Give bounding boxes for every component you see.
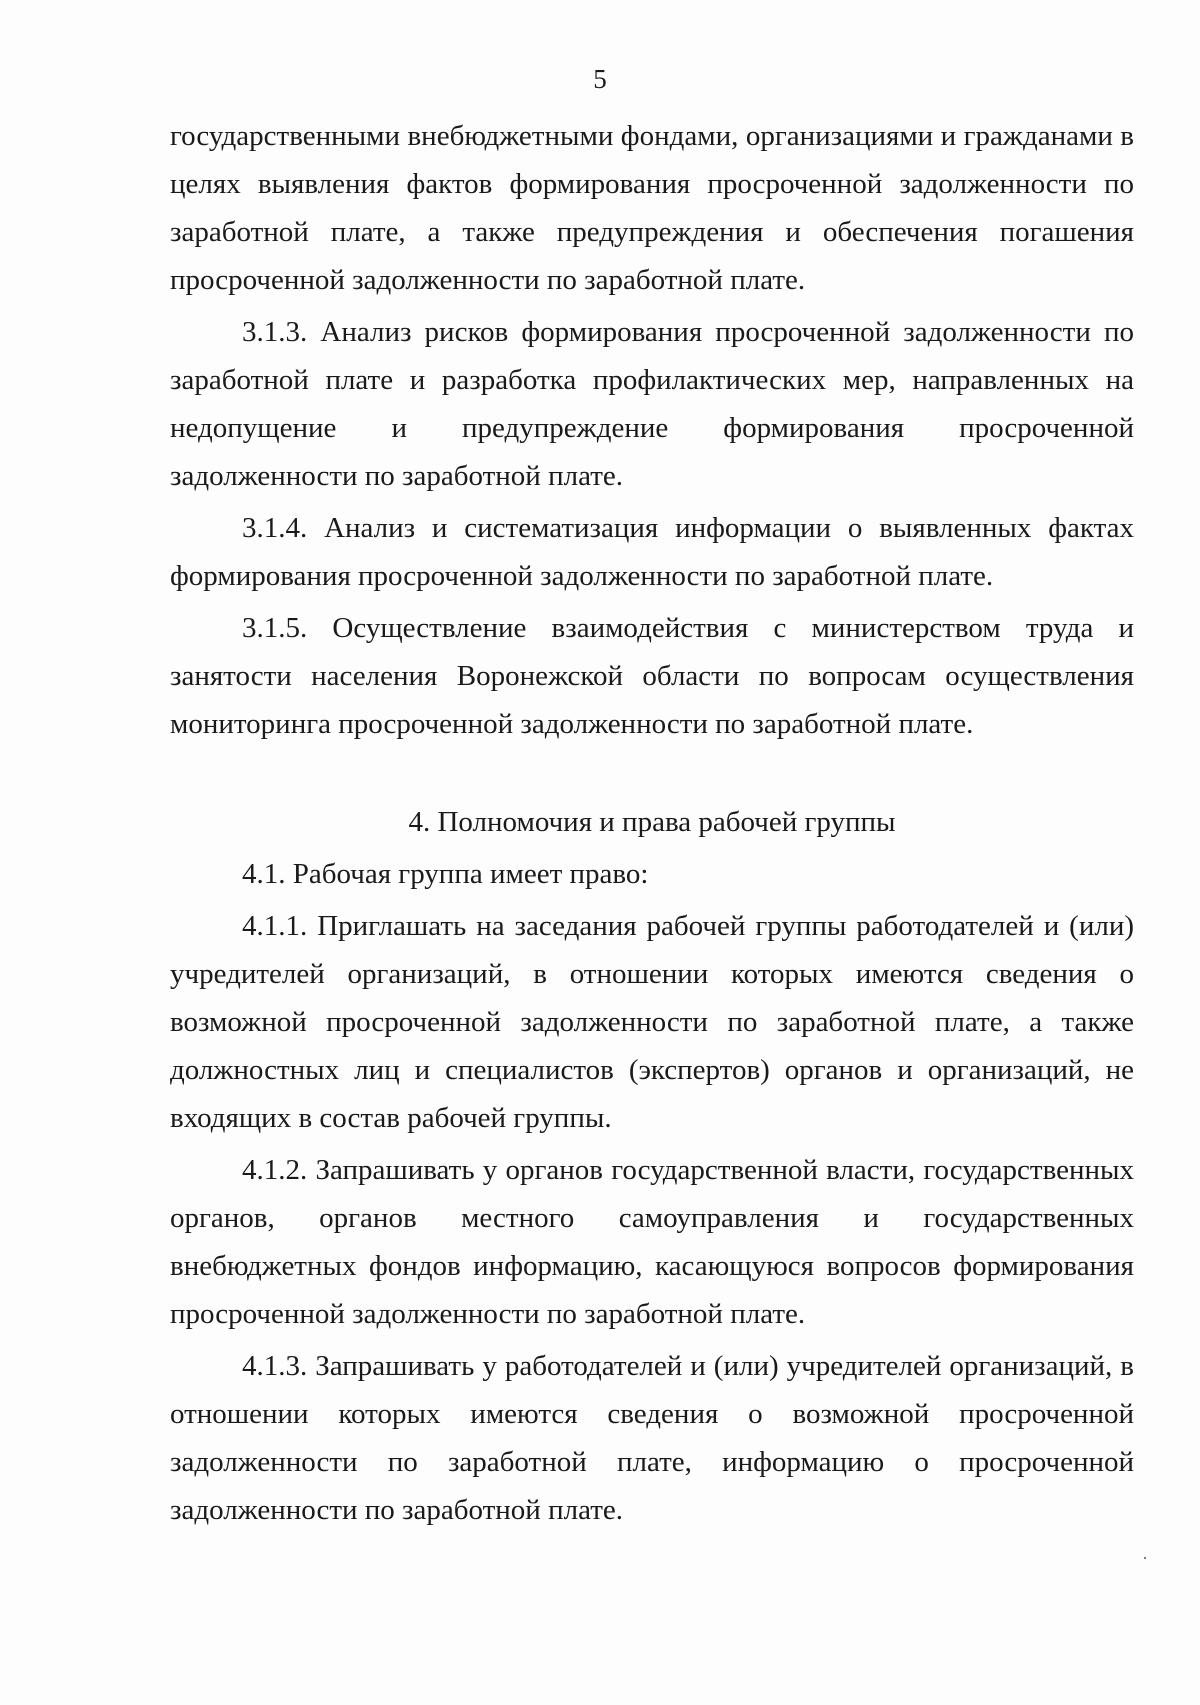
paragraph-3-1-3: 3.1.3. Анализ рисков формирования просроченной задолженности по заработной плате и разработка профилактических мер, направленных на недопущение и предупреждение формирования просроченной задолженности по заработной плате. — [170, 316, 1134, 492]
paragraph-4-1-1: 4.1.1. Приглашать на заседания рабочей группы работодателей и (или) учредителей организаций, в отношении которых имеются сведения о возможной просроченной задолженности по заработной плате, а также должностных лиц и специалистов (экспертов) органов и организаций, не входящих в состав рабочей группы. — [170, 910, 1134, 1134]
paragraph-4-1-3: 4.1.3. Запрашивать у работодателей и (или) учредителей организаций, в отношении которых имеются сведения о возможной просроченной задолженности по заработной плате, информацию о просроченной задолженности по заработной плате. — [170, 1350, 1134, 1526]
paragraph-4-1: 4.1. Рабочая группа имеет право: — [242, 858, 649, 890]
page-number: 5 — [593, 64, 607, 94]
paragraph-3-1-4: 3.1.4. Анализ и систематизация информации о выявленных фактах формирования просроченной задолженности по заработной плате. — [170, 512, 1134, 592]
paragraph-continuation: государственными внебюджетными фондами, организациями и гражданами в целях выявления фактов формирования просроченной задолженности по заработной плате, а также предупреждения и обеспечения погашения просроченной задолженности по заработной плате. — [170, 120, 1134, 296]
scan-speck — [1144, 1557, 1146, 1559]
paragraph-4-1-2: 4.1.2. Запрашивать у органов государственной власти, государственных органов, органов местного самоуправления и государственных внебюджетных фондов информацию, касающуюся вопросов формирования просроченной задолженности по заработной плате. — [170, 1154, 1134, 1330]
section-heading: 4. Полномочия и права рабочей группы — [408, 806, 896, 838]
paragraph-3-1-5: 3.1.5. Осуществление взаимодействия с министерством труда и занятости населения Воронежской области по вопросам осуществления мониторинга просроченной задолженности по заработной плате. — [170, 612, 1134, 740]
document-body — [170, 112, 1134, 1538]
